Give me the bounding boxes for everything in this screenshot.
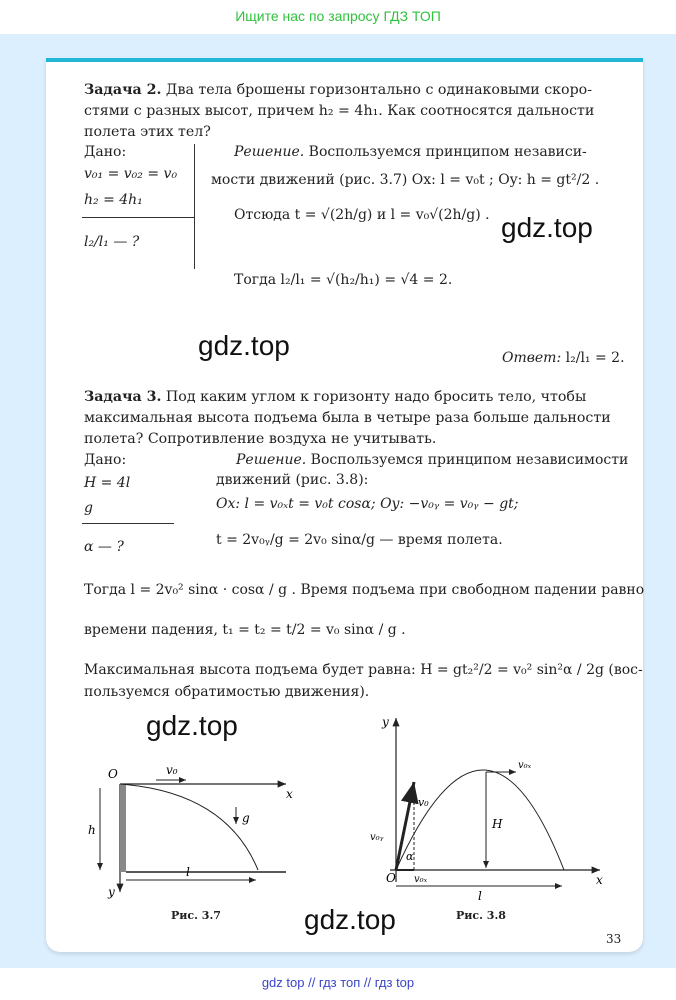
task2-answer [502,350,625,366]
fig37-label-O: O [108,767,118,781]
task3-given1: H = 4l [84,475,131,491]
fig37-label-l: l [186,865,190,879]
task3-given-divider [82,523,174,524]
task2-given1: v₀₁ = v₀₂ = v₀ [84,166,178,182]
fig38-label-x: x [596,873,603,887]
task3-title: Задача 3. [84,389,162,405]
task2-given-vline [194,144,195,269]
task2-sol1: Воспользуемся принципом независи- [304,144,587,160]
task3-solution-line1 [236,452,628,468]
footer-links[interactable]: gdz top // гдз топ // гдз top [0,968,676,1000]
fig37-caption: Рис. 3.7 [171,909,221,922]
task2-text-line1 [84,80,592,101]
task2-solution-line4: Тогда l₂/l₁ = √(h₂/h₁) = √4 = 2. [234,272,453,288]
fig38-label-v0x-top: v₀ₓ [518,760,532,771]
task3-eq1: Ox: l = v₀ₓt = v₀t cosα; Oy: −v₀ᵧ = v₀ᵧ − gt; [216,496,519,512]
task3-given2: g [84,500,93,516]
watermark-2: gdz.top [198,330,290,361]
fig37-trajectory [120,784,258,870]
task3-eq2: t = 2v₀ᵧ/g = 2v₀ sinα/g — время полета. [216,532,503,548]
task3-solution-label: Решение. [236,452,307,468]
fig37-label-h: h [88,823,96,837]
task2-title: Задача 2. [84,82,162,98]
fig38-label-v0x: v₀ₓ [414,874,428,885]
fig38-trajectory [396,770,564,870]
fig38-label-y: y [382,715,389,729]
page-number: 33 [606,932,622,946]
fig37-label-g: g [242,811,250,825]
fig37-label-v0: v₀ [166,763,178,777]
task2-solution-label: Решение. [234,144,305,160]
watermark-3: gdz.top [146,710,238,741]
task2-given2: h₂ = 4h₁ [84,192,143,208]
task2-solution-line3: Отсюда t = √(2h/g) и l = v₀√(2h/g) . [234,207,490,223]
task3-text-line3: полета? Сопротивление воздуха не учитывать. [84,431,437,447]
task3-line3: Максимальная высота подъема будет равна: H = gt₂²/2 = v₀² sin²α / 2g (вос- [84,662,643,678]
task3-line2: времени падения, t₁ = t₂ = t/2 = v₀ sinα / g . [84,622,406,638]
task2-solution-line1 [234,144,587,160]
task3-given-label: Дано: [84,452,127,468]
watermark-1: gdz.top [501,212,593,243]
task2-given-divider [82,217,194,218]
task3-text-line2: максимальная высота подъема была в четыре раза больше дальности [84,410,611,426]
fig38-caption: Рис. 3.8 [456,909,506,922]
task3-solution-line2: движений (рис. 3.8): [216,472,369,488]
fig37-label-x: x [286,787,293,801]
figure-3-7 [86,762,296,902]
task2-solution-line2: мости движений (рис. 3.7) Ox: l = v₀t ; Oy: h = gt²/2 . [211,172,600,188]
textbook-page [46,58,643,952]
task2-given-label: Дано: [84,144,127,160]
fig38-label-l: l [478,889,482,900]
watermark-4: gdz.top [304,904,396,935]
task3-line1: Под каким углом к горизонту надо бросить тело, чтобы [161,389,587,405]
task2-text-line3: полета этих тел? [84,124,211,140]
task2-text-line2: стями с разных высот, причем h₂ = 4h₁. Как соотносятся дальности [84,103,595,119]
task2-answer-label: Ответ: [502,350,562,366]
task3-find: α — ? [84,539,124,555]
task2-answer-value: l₂/l₁ = 2. [565,350,625,366]
fig38-label-H: H [492,817,503,831]
task3-line4: пользуемся обратимостью движения). [84,684,370,700]
fig38-label-v0y: v₀ᵧ [370,832,384,843]
task2-find: l₂/l₁ — ? [84,234,140,250]
fig37-tower [120,784,126,872]
task2-line1: Два тела брошены горизонтально с одинаковыми скоро- [161,82,593,98]
fig38-label-O: O [386,871,396,885]
figure-3-8 [368,710,608,900]
fig37-label-y: y [108,885,115,899]
search-banner[interactable]: Ищите нас по запросу ГДЗ ТОП [0,0,676,34]
task3-sol1: Воспользуемся принципом независимости [306,452,629,468]
task3-text-line1 [84,387,586,408]
task3-line1: Тогда l = 2v₀² sinα · cosα / g . Время подъема при свободном падении равно [84,582,645,598]
fig38-label-v0: v₀ [418,796,429,809]
fig38-label-alpha: α [406,850,414,863]
